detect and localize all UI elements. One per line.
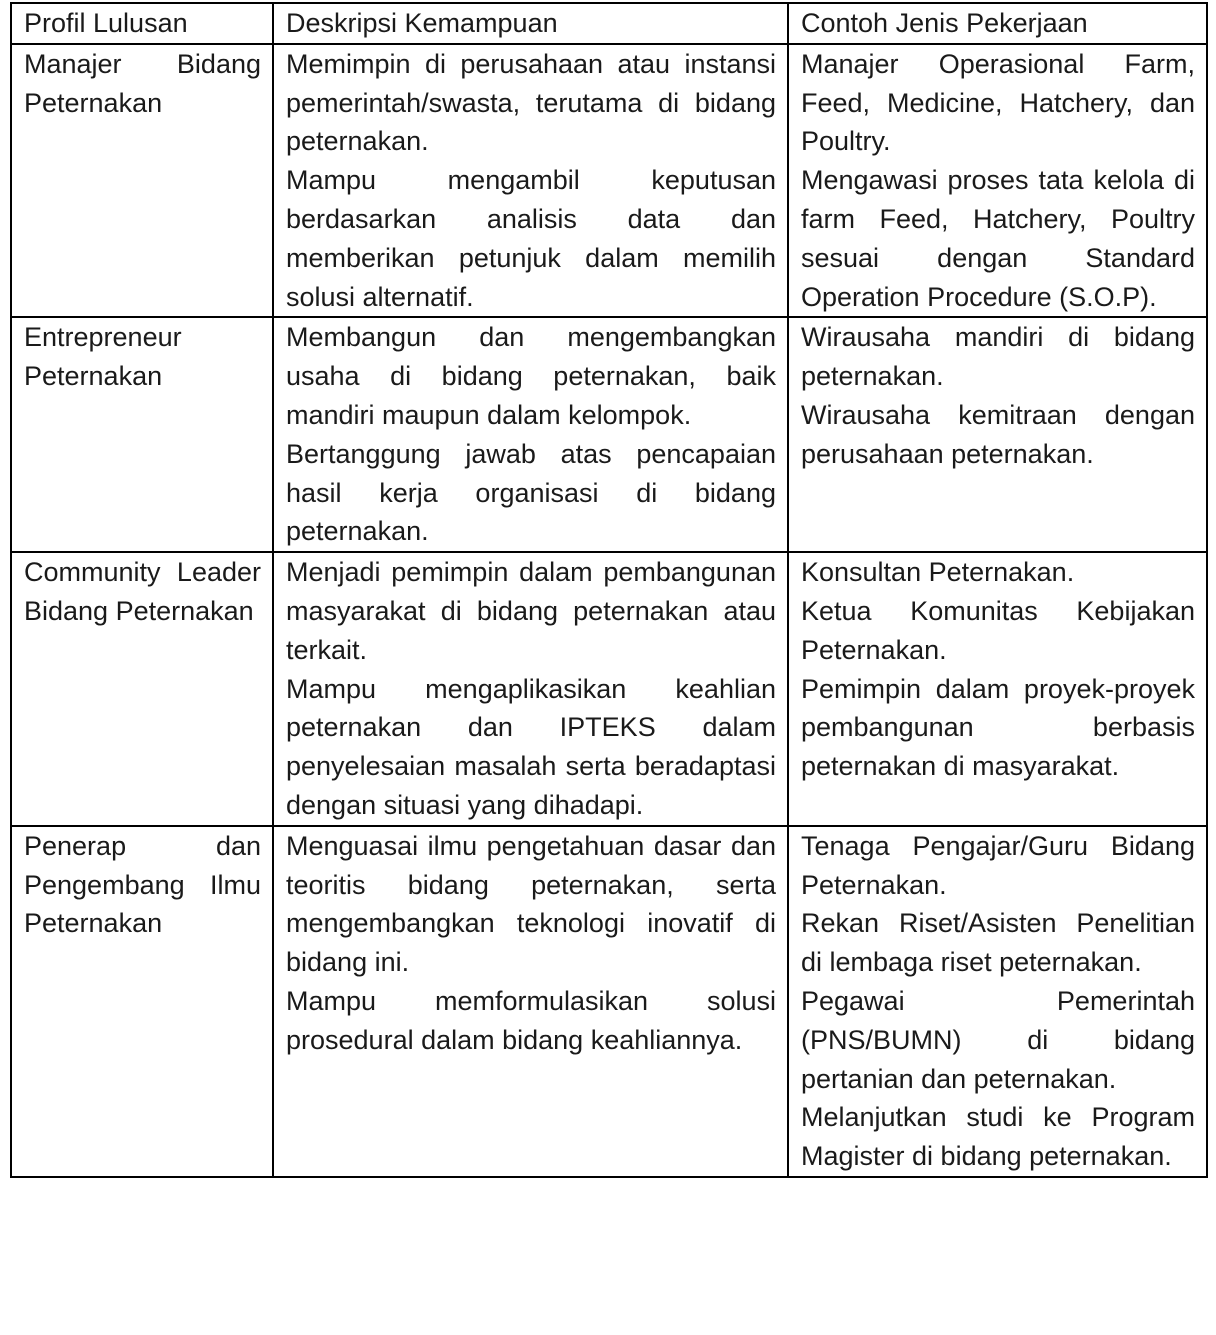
header-contoh-jenis-pekerjaan: Contoh Jenis Pekerjaan <box>788 3 1207 44</box>
deskripsi-paragraph: Membangun dan mengembangkan usaha di bidang peternakan, baik mandiri maupun dalam kelompok. <box>286 322 776 430</box>
table-row <box>11 317 1207 552</box>
pekerjaan-cell <box>788 44 1207 318</box>
pekerjaan-cell <box>788 317 1207 552</box>
pekerjaan-paragraph: Ketua Komunitas Kebijakan Peternakan. <box>801 595 1195 665</box>
profil-cell: Entrepreneur Peternakan <box>11 317 273 552</box>
deskripsi-cell <box>273 44 788 318</box>
pekerjaan-paragraph: Pemimpin dalam proyek-proyek pembangunan berbasis peternakan di masyarakat. <box>801 673 1195 782</box>
pekerjaan-paragraph: Wirausaha kemitraan dengan perusahaan peternakan. <box>801 399 1195 469</box>
deskripsi-cell <box>273 826 788 1177</box>
deskripsi-paragraph: Mampu mengaplikasikan keahlian peternakan dan IPTEKS dalam penyelesaian masalah serta beradaptasi dengan situasi yang dihadapi. <box>286 673 776 820</box>
deskripsi-paragraph: Bertanggung jawab atas pencapaian hasil kerja organisasi di bidang peternakan. <box>286 438 776 547</box>
pekerjaan-paragraph: Melanjutkan studi ke Program Magister di bidang peternakan. <box>801 1102 1195 1172</box>
table-header-row <box>11 3 1207 44</box>
pekerjaan-paragraph: Konsultan Peternakan. <box>801 557 1075 588</box>
pekerjaan-paragraph: Wirausaha mandiri di bidang peternakan. <box>801 322 1195 392</box>
pekerjaan-paragraph: Mengawasi proses tata kelola di farm Feed, Hatchery, Poultry sesuai dengan Standard Operation Procedure (S.O.P). <box>801 165 1195 312</box>
table-row <box>11 44 1207 318</box>
deskripsi-cell <box>273 317 788 552</box>
pekerjaan-paragraph: Tenaga Pengajar/Guru Bidang Peternakan. <box>801 830 1195 900</box>
header-profil-lulusan: Profil Lulusan <box>11 3 273 44</box>
pekerjaan-paragraph: Rekan Riset/Asisten Penelitian di lembaga riset peternakan. <box>801 908 1195 978</box>
pekerjaan-cell <box>788 552 1207 826</box>
deskripsi-paragraph: Menguasai ilmu pengetahuan dasar dan teoritis bidang peternakan, serta mengembangkan teknologi inovatif di bidang ini. <box>286 830 776 978</box>
pekerjaan-cell <box>788 826 1207 1177</box>
profil-cell: Penerap dan Pengembang Ilmu Peternakan <box>11 826 273 1177</box>
header-deskripsi-kemampuan: Deskripsi Kemampuan <box>273 3 788 44</box>
profil-cell: Community Leader Bidang Peternakan <box>11 552 273 826</box>
deskripsi-paragraph: Memimpin di perusahaan atau instansi pemerintah/swasta, terutama di bidang peternakan. <box>286 48 776 157</box>
deskripsi-paragraph: Menjadi pemimpin dalam pembangunan masyarakat di bidang peternakan atau terkait. <box>286 557 776 665</box>
deskripsi-paragraph: Mampu memformulasikan solusi prosedural dalam bidang keahliannya. <box>286 985 776 1055</box>
pekerjaan-paragraph: Pegawai Pemerintah (PNS/BUMN) di bidang pertanian dan peternakan. <box>801 985 1195 1094</box>
pekerjaan-paragraph: Manajer Operasional Farm, Feed, Medicine, Hatchery, dan Poultry. <box>801 48 1195 157</box>
deskripsi-paragraph: Mampu mengambil keputusan berdasarkan analisis data dan memberikan petunjuk dalam memilih solusi alternatif. <box>286 165 776 312</box>
profil-cell: Manajer Bidang Peternakan <box>11 44 273 318</box>
table-row <box>11 826 1207 1177</box>
profil-lulusan-table <box>10 2 1208 1178</box>
table-row <box>11 552 1207 826</box>
deskripsi-cell <box>273 552 788 826</box>
